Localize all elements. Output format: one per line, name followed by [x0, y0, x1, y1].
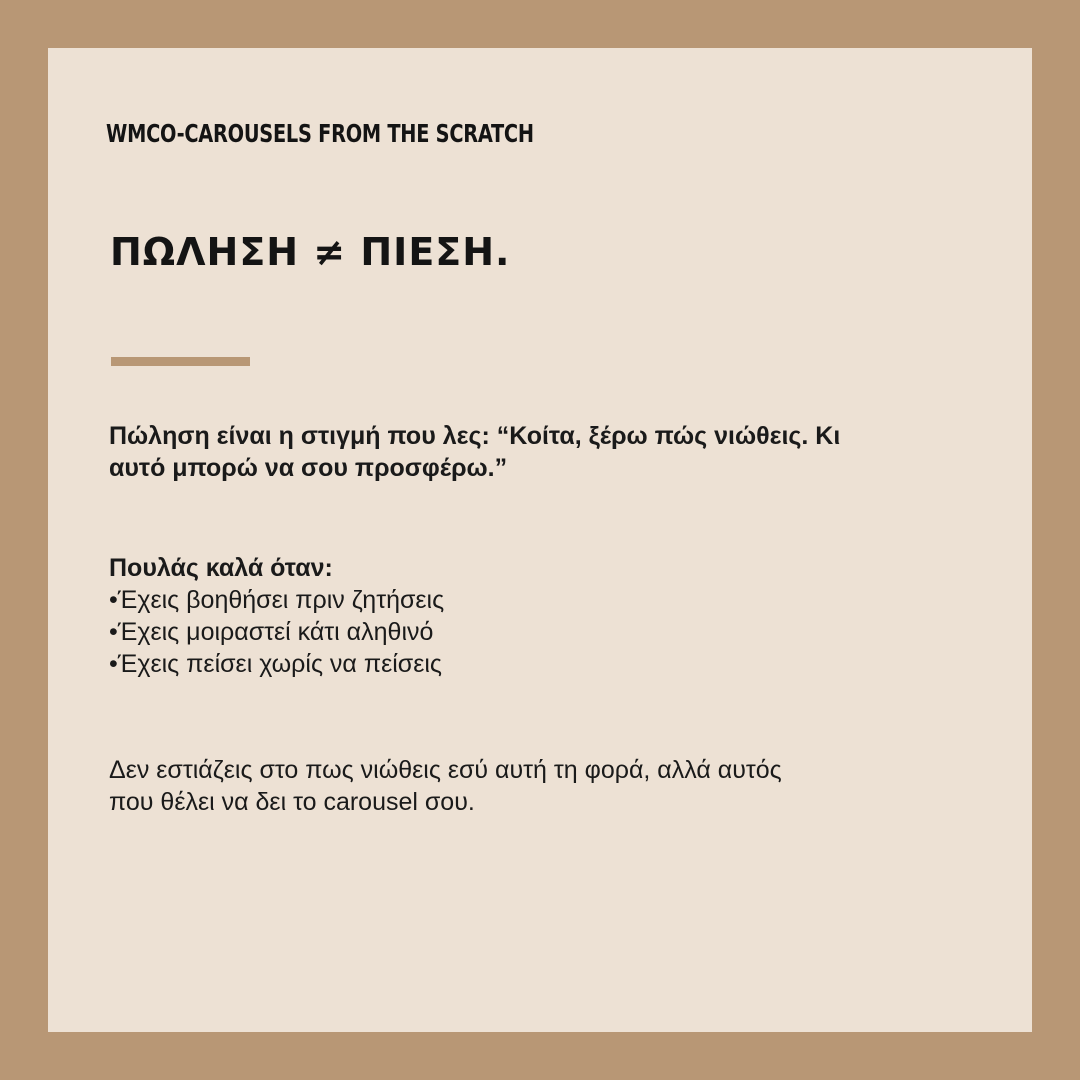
- list-item: •Έχεις πείσει χωρίς να πείσεις: [109, 650, 442, 678]
- list-item: •Έχεις μοιραστεί κάτι αληθινό: [109, 618, 434, 646]
- content-card: [48, 48, 1032, 1032]
- intro-line-2: αυτό μπορώ να σου προσφέρω.”: [109, 454, 508, 482]
- intro-line-1: Πώληση είναι η στιγμή που λες: “Κοίτα, ξέρω πώς νιώθεις. Κι: [109, 422, 841, 450]
- closing-line-2: που θέλει να δει το carousel σου.: [109, 788, 475, 816]
- intro-quote: [109, 420, 989, 484]
- brand-header: WMCO-CAROUSELS FROM THE SCRATCH: [106, 119, 534, 148]
- accent-divider: [111, 357, 250, 366]
- closing-text: [109, 754, 989, 818]
- headline: ΠΩΛΗΣΗ ≠ ΠΙΕΣΗ.: [110, 230, 511, 274]
- selling-list: [109, 552, 989, 680]
- list-item: •Έχεις βοηθήσει πριν ζητήσεις: [109, 586, 445, 614]
- list-title: Πουλάς καλά όταν:: [109, 554, 333, 582]
- closing-line-1: Δεν εστιάζεις στο πως νιώθεις εσύ αυτή τη φορά, αλλά αυτός: [109, 756, 782, 784]
